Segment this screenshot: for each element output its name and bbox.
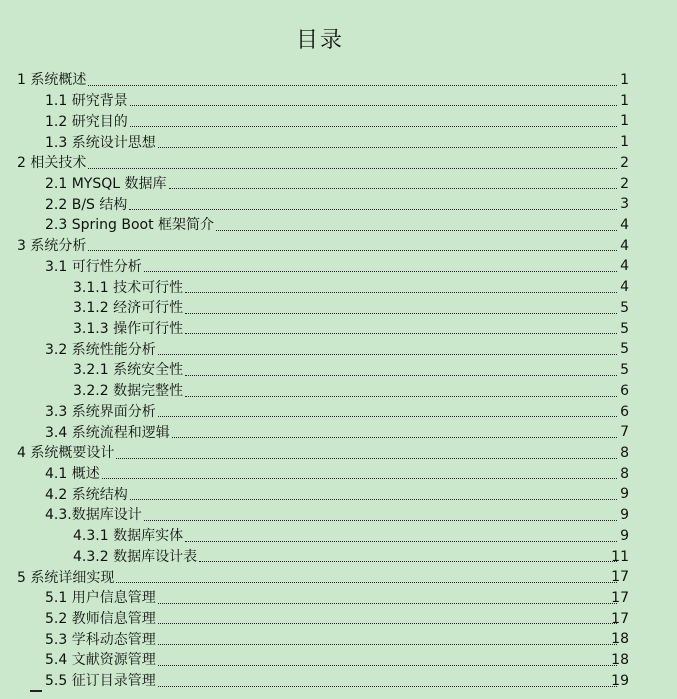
toc-entry-title: 3.1.3 操作可行性 [73, 320, 184, 337]
toc-entry-title: 3.1.2 经济可行性 [73, 300, 184, 317]
toc-entry[interactable] [0, 174, 677, 195]
toc-entry-page-number: 5 [620, 299, 629, 316]
toc-dot-leader [185, 374, 617, 376]
toc-dot-leader [185, 312, 617, 314]
toc-entry-page-number: 17 [611, 610, 629, 627]
toc-entry-title: 4.3.数据库设计 [45, 507, 142, 524]
toc-entry-title: 5.4 文献资源管理 [45, 652, 156, 669]
toc-entry-title: 5.1 用户信息管理 [45, 590, 156, 607]
toc-entry-page-number: 4 [620, 217, 629, 234]
toc-entry[interactable] [0, 609, 677, 630]
toc-dot-leader [130, 104, 617, 106]
toc-entry-title: 2.3 Spring Boot 框架简介 [45, 217, 215, 234]
toc-entry-title: 1.2 研究目的 [45, 113, 128, 130]
toc-entry-title: 3.4 系统流程和逻辑 [45, 424, 170, 441]
toc-entry-page-number: 11 [611, 548, 629, 565]
toc-dot-leader [185, 395, 617, 397]
toc-entry[interactable] [0, 132, 677, 153]
toc-entry-title: 4.3.1 数据库实体 [73, 528, 184, 545]
toc-entry-page-number: 4 [620, 237, 629, 254]
toc-entry-title: 1.1 研究背景 [45, 93, 128, 110]
toc-dot-leader [158, 353, 617, 355]
toc-entry-page-number: 4 [620, 258, 629, 275]
toc-entry-title: 4.2 系统结构 [45, 486, 128, 503]
toc-entry[interactable] [0, 567, 677, 588]
toc-dot-leader [88, 249, 617, 251]
toc-dot-leader [144, 270, 617, 272]
toc-entry-page-number: 6 [620, 403, 629, 420]
toc-entry-title: 3.1.1 技术可行性 [73, 279, 184, 296]
toc-entry-page-number: 9 [620, 527, 629, 544]
toc-entry[interactable] [0, 194, 677, 215]
toc-entry-title: 3 系统分析 [17, 238, 87, 255]
toc-entry-page-number: 18 [611, 631, 629, 648]
toc-dot-leader [169, 187, 617, 189]
toc-dot-leader [185, 332, 617, 334]
toc-entry-title: 1 系统概述 [17, 72, 87, 89]
toc-entry-page-number: 8 [620, 444, 629, 461]
toc-entry-page-number: 1 [620, 72, 629, 88]
toc-entry[interactable] [0, 381, 677, 402]
toc-entry-page-number: 9 [620, 507, 629, 524]
toc-entry[interactable] [0, 588, 677, 609]
toc-entry-title: 3.2 系统性能分析 [45, 341, 156, 358]
toc-entry[interactable] [0, 629, 677, 650]
toc-entry-page-number: 19 [611, 672, 629, 689]
toc-entry-page-number: 5 [620, 320, 629, 337]
toc-entry-title: 3.3 系统界面分析 [45, 403, 156, 420]
toc-dot-leader [116, 457, 617, 459]
toc-dot-leader [185, 540, 617, 542]
toc-entry[interactable] [0, 547, 677, 568]
toc-entry-title: 4.1 概述 [45, 466, 100, 483]
toc-entry[interactable] [0, 402, 677, 423]
toc-entry[interactable] [0, 256, 677, 277]
toc-dot-leader [158, 664, 617, 666]
toc-entry-page-number: 18 [611, 652, 629, 669]
toc-entry-page-number: 9 [620, 486, 629, 503]
toc-entry[interactable] [0, 111, 677, 132]
toc-dot-leader [158, 146, 617, 148]
cut-off-entry-fragment [30, 690, 42, 699]
toc-entry-page-number: 1 [620, 134, 629, 151]
toc-entry-page-number: 5 [620, 362, 629, 379]
toc-entry-title: 5.2 教师信息管理 [45, 611, 156, 628]
toc-entry-page-number: 5 [620, 341, 629, 358]
toc-dot-leader [172, 436, 617, 438]
toc-entry-title: 3.1 可行性分析 [45, 258, 142, 275]
toc-entry-page-number: 3 [620, 196, 629, 213]
toc-entry-title: 1.3 系统设计思想 [45, 134, 156, 151]
toc-entry[interactable] [0, 339, 677, 360]
toc-entry[interactable] [0, 319, 677, 340]
toc-entry-page-number: 17 [611, 569, 629, 586]
toc-entry-title: 3.2.1 系统安全性 [73, 362, 184, 379]
toc-entry[interactable] [0, 70, 677, 91]
toc-dot-leader [216, 229, 617, 231]
toc-title: 目录 [295, 28, 344, 53]
toc-entry[interactable] [0, 443, 677, 464]
toc-entry[interactable] [0, 360, 677, 381]
toc-entry[interactable] [0, 671, 677, 692]
toc-entry[interactable] [0, 464, 677, 485]
toc-entry-page-number: 6 [620, 382, 629, 399]
toc-entry-title: 2.2 B/S 结构 [45, 196, 128, 213]
toc-entry-page-number: 7 [620, 424, 629, 441]
toc-dot-leader [130, 498, 617, 500]
toc-dot-leader [129, 208, 617, 210]
toc-entry-page-number: 1 [620, 92, 629, 109]
toc-entry-title: 5 系统详细实现 [17, 569, 115, 586]
toc-dot-leader [102, 477, 617, 479]
toc-dot-leader [199, 560, 617, 562]
toc-dot-leader [185, 291, 617, 293]
toc-entry[interactable] [0, 505, 677, 526]
toc-dot-leader [158, 622, 617, 624]
toc-dot-leader [158, 643, 617, 645]
toc-dot-leader [158, 602, 617, 604]
toc-entry-title: 5.3 学科动态管理 [45, 631, 156, 648]
toc-entry[interactable] [0, 91, 677, 112]
toc-entry-title: 2 相关技术 [17, 155, 87, 172]
toc-entry[interactable] [0, 650, 677, 671]
toc-entry-page-number: 2 [620, 154, 629, 171]
toc-entry-page-number: 1 [620, 113, 629, 130]
toc-entry-title: 5.5 征订目录管理 [45, 673, 156, 690]
toc-dot-leader [130, 125, 617, 127]
toc-entry[interactable] [0, 153, 677, 174]
toc-dot-leader [144, 519, 617, 521]
toc-entry-page-number: 8 [620, 465, 629, 482]
toc-entry[interactable] [0, 277, 677, 298]
toc-dot-leader [116, 581, 617, 583]
toc-dot-leader [88, 84, 617, 86]
toc-entry-page-number: 2 [620, 175, 629, 192]
toc-entry[interactable] [0, 422, 677, 443]
toc-entry[interactable] [0, 526, 677, 547]
toc-dot-leader [88, 167, 617, 169]
toc-entry-title: 4.3.2 数据库设计表 [73, 548, 198, 565]
toc-entry[interactable] [0, 484, 677, 505]
toc-entry[interactable] [0, 236, 677, 257]
toc-dot-leader [158, 415, 617, 417]
toc-entry[interactable] [0, 298, 677, 319]
toc-list [0, 70, 677, 692]
toc-entry-title: 3.2.2 数据完整性 [73, 383, 184, 400]
toc-entry-title: 2.1 MYSQL 数据库 [45, 175, 167, 192]
toc-entry-page-number: 17 [611, 589, 629, 606]
toc-dot-leader [158, 685, 617, 687]
toc-entry-title: 4 系统概要设计 [17, 445, 115, 462]
toc-entry[interactable] [0, 215, 677, 236]
toc-entry-page-number: 4 [620, 279, 629, 296]
